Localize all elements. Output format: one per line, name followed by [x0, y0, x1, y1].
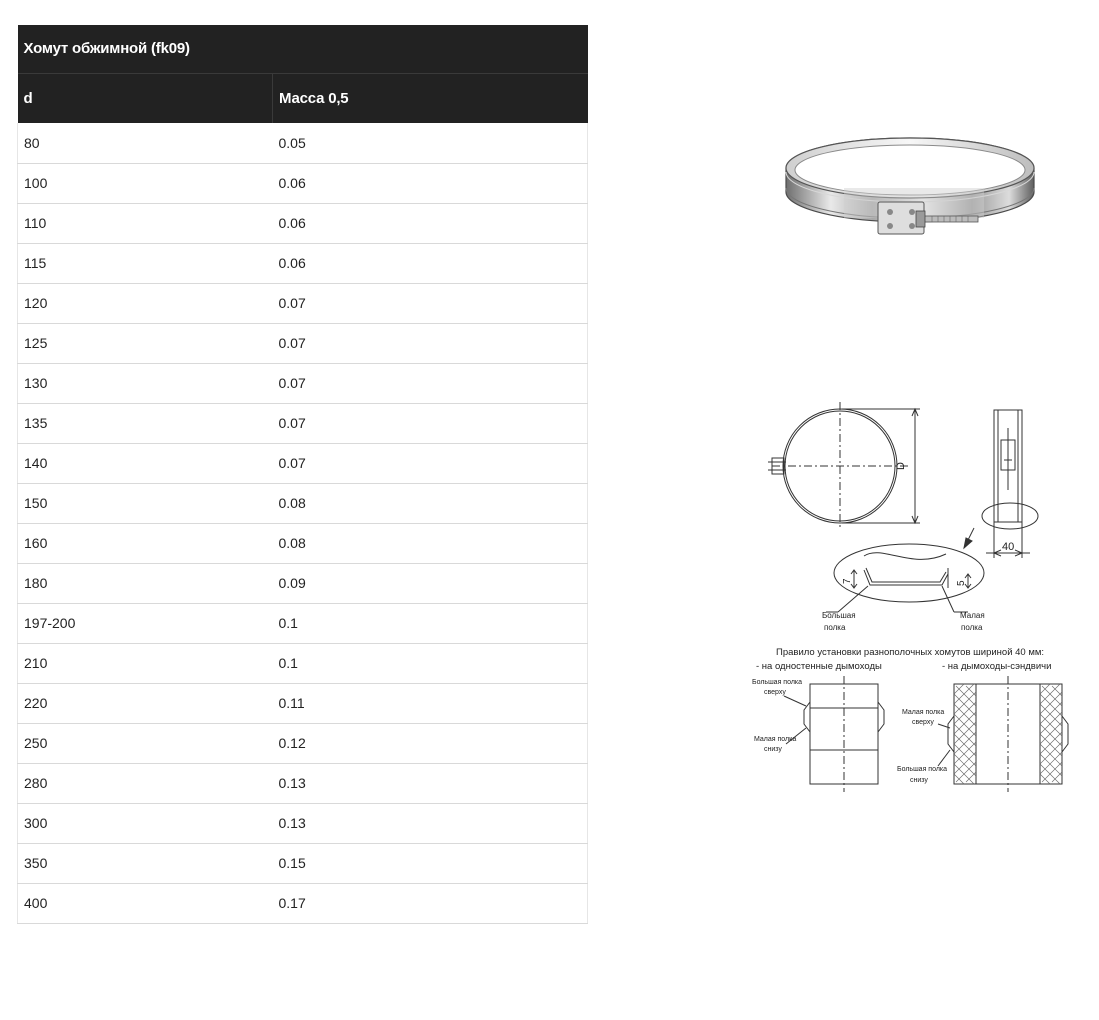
cell-diameter: 140 — [18, 443, 273, 483]
cell-mass: 0.07 — [273, 323, 588, 363]
cell-mass: 0.15 — [273, 843, 588, 883]
table-row — [18, 243, 588, 283]
clamp-drawing — [742, 398, 1082, 793]
cell-diameter: 130 — [18, 363, 273, 403]
sandwich-small-label-2: сверху — [912, 719, 934, 726]
table-header-row — [18, 73, 588, 123]
single-small-label-1: Малая полка — [754, 736, 797, 743]
cell-mass: 0.05 — [273, 123, 588, 163]
rule-title: Правило установки разнополочных хомутов шириной 40 мм: — [776, 647, 1045, 658]
cell-diameter: 80 — [18, 123, 273, 163]
table-row — [18, 483, 588, 523]
cell-mass: 0.08 — [273, 483, 588, 523]
cell-diameter: 120 — [18, 283, 273, 323]
table-row — [18, 803, 588, 843]
cell-mass: 0.17 — [273, 883, 588, 923]
table-row — [18, 723, 588, 763]
rule-single: - на одностенные дымоходы — [756, 661, 882, 672]
cell-diameter: 210 — [18, 643, 273, 683]
sandwich-small-label-1: Малая полка — [902, 709, 945, 716]
dim-big-label: 7 — [842, 578, 853, 584]
table-title-row — [18, 25, 588, 73]
dim-small-label: 5 — [956, 580, 967, 586]
cell-mass: 0.09 — [273, 563, 588, 603]
cell-mass: 0.12 — [273, 723, 588, 763]
cell-mass: 0.07 — [273, 443, 588, 483]
table-title: Хомут обжимной (fk09) — [18, 25, 588, 73]
single-big-label-2: сверху — [764, 689, 786, 696]
cell-diameter: 350 — [18, 843, 273, 883]
cell-mass: 0.11 — [273, 683, 588, 723]
dim-d-label: D — [895, 462, 907, 470]
cell-mass: 0.07 — [273, 283, 588, 323]
cell-mass: 0.1 — [273, 643, 588, 683]
table-row — [18, 323, 588, 363]
cell-mass: 0.07 — [273, 363, 588, 403]
clamp-photo — [772, 112, 1048, 252]
single-big-label-1: Большая полка — [752, 679, 803, 686]
table-row — [18, 203, 588, 243]
cell-mass: 0.13 — [273, 803, 588, 843]
single-small-label-2: снизу — [764, 746, 782, 753]
table-row — [18, 363, 588, 403]
cell-mass: 0.13 — [273, 763, 588, 803]
cell-mass: 0.07 — [273, 403, 588, 443]
cell-diameter: 180 — [18, 563, 273, 603]
table-row — [18, 123, 588, 163]
cell-mass: 0.06 — [273, 163, 588, 203]
cell-diameter: 110 — [18, 203, 273, 243]
cell-mass: 0.06 — [273, 203, 588, 243]
cell-diameter: 150 — [18, 483, 273, 523]
table-row — [18, 403, 588, 443]
dim-width-label: 40 — [1002, 541, 1015, 553]
table-row — [18, 523, 588, 563]
table-row — [18, 843, 588, 883]
table-row — [18, 883, 588, 923]
big-shelf-label-2: полка — [824, 623, 846, 632]
cell-diameter: 300 — [18, 803, 273, 843]
cell-mass: 0.08 — [273, 523, 588, 563]
cell-diameter: 100 — [18, 163, 273, 203]
cell-diameter: 125 — [18, 323, 273, 363]
small-shelf-label-2: полка — [961, 623, 983, 632]
column-header-mass: Масса 0,5 — [273, 73, 588, 123]
cell-diameter: 220 — [18, 683, 273, 723]
column-header-d: d — [18, 73, 273, 123]
cell-diameter: 400 — [18, 883, 273, 923]
cell-diameter: 135 — [18, 403, 273, 443]
table-row — [18, 443, 588, 483]
table-row — [18, 283, 588, 323]
sandwich-big-label-1: Большая полка — [897, 766, 948, 773]
table-row — [18, 163, 588, 203]
table-row — [18, 683, 588, 723]
table-row — [18, 763, 588, 803]
table-row — [18, 563, 588, 603]
cell-diameter: 197-200 — [18, 603, 273, 643]
cell-diameter: 115 — [18, 243, 273, 283]
cell-diameter: 250 — [18, 723, 273, 763]
big-shelf-label-1: Большая — [822, 611, 856, 620]
cell-mass: 0.06 — [273, 243, 588, 283]
table-row — [18, 603, 588, 643]
cell-diameter: 160 — [18, 523, 273, 563]
cell-mass: 0.1 — [273, 603, 588, 643]
table-body — [18, 123, 588, 923]
table-row — [18, 643, 588, 683]
small-shelf-label-1: Малая — [960, 611, 985, 620]
spec-table — [17, 25, 588, 924]
cell-diameter: 280 — [18, 763, 273, 803]
sandwich-big-label-2: снизу — [910, 777, 928, 784]
rule-sandwich: - на дымоходы-сэндвичи — [942, 661, 1052, 672]
